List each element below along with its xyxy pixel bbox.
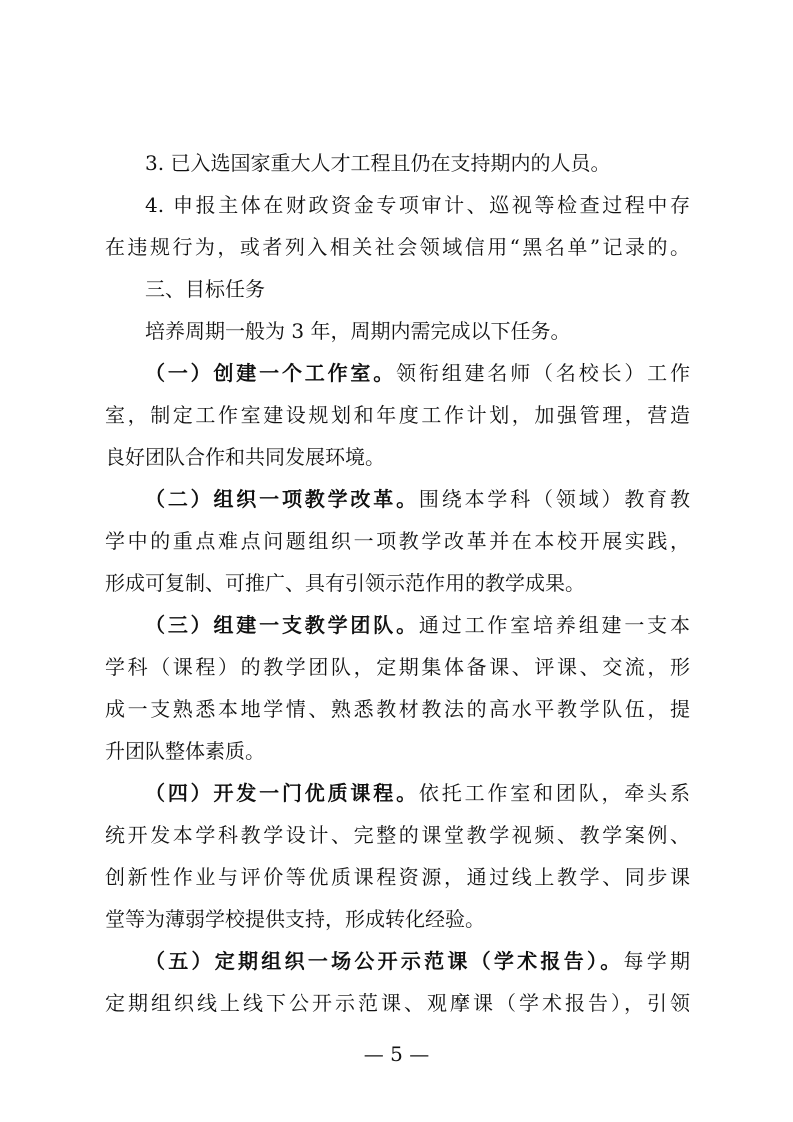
item-lead: （二）组织一项教学改革。 (145, 487, 419, 511)
page-number: — 5 — (363, 1042, 430, 1066)
item-lead: （一）创建一个工作室。 (145, 361, 397, 385)
paragraph-line: （三）组建一支教学团队。通过工作室培养组建一支本 (145, 613, 690, 637)
paragraph-line: 堂等为薄弱学校提供支持，形成转化经验。 (105, 907, 485, 931)
item-lead: （三）组建一支教学团队。 (145, 613, 419, 637)
paragraph-line: 学中的重点难点问题组织一项教学改革并在本校开展实践， (105, 529, 690, 553)
section-heading: 三、目标任务 (145, 277, 265, 301)
paragraph-line: 定期组织线上线下公开示范课、观摩课（学术报告），引领 (105, 991, 690, 1015)
paragraph-line: 统开发本学科教学设计、完整的课堂教学视频、教学案例、 (105, 823, 690, 847)
paragraph-line: （四）开发一门优质课程。依托工作室和团队，牵头系 (145, 781, 690, 805)
paragraph-line: 室，制定工作室建设规划和年度工作计划，加强管理，营造 (105, 403, 690, 427)
paragraph-line: 形成可复制、可推广、具有引领示范作用的教学成果。 (105, 571, 585, 595)
paragraph-line: 学科（课程）的教学团队，定期集体备课、评课、交流，形 (105, 655, 690, 679)
paragraph-line: 成一支熟悉本地学情、熟悉教材教法的高水平教学队伍，提 (105, 697, 690, 721)
paragraph-line: （一）创建一个工作室。领衔组建名师（名校长）工作 (145, 361, 690, 385)
paragraph-line: 升团队整体素质。 (105, 739, 265, 763)
paragraph-line: 3. 已入选国家重大人才工程且仍在支持期内的人员。 (145, 151, 611, 175)
item-lead: （五）定期组织一场公开示范课（学术报告）。 (145, 949, 624, 973)
paragraph-line: 创新性作业与评价等优质课程资源，通过线上教学、同步课 (105, 865, 690, 889)
paragraph-line: 培养周期一般为 3 年，周期内需完成以下任务。 (145, 319, 571, 343)
paragraph-line: （二）组织一项教学改革。围绕本学科（领域）教育教 (145, 487, 690, 511)
item-lead: （四）开发一门优质课程。 (145, 781, 419, 805)
paragraph-line: 良好团队合作和共同发展环境。 (105, 445, 385, 469)
paragraph-line: 在违规行为，或者列入相关社会领域信用“黑名单”记录的。 (105, 235, 690, 259)
paragraph-line: 4. 申报主体在财政资金专项审计、巡视等检查过程中存 (145, 193, 690, 217)
paragraph-line: （五）定期组织一场公开示范课（学术报告）。每学期 (145, 949, 690, 973)
